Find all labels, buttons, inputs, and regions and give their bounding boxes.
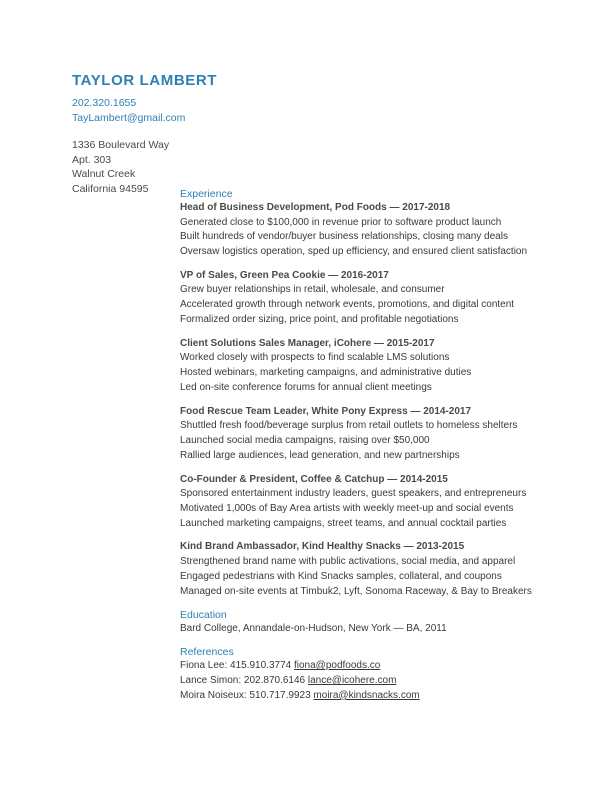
job-entry: [180, 473, 580, 532]
job-entry: [180, 405, 580, 464]
education-entry: Bard College, Annandale-on-Hudson, New York — BA, 2011: [180, 623, 447, 635]
reference-email-link[interactable]: lance@icohere.com: [307, 674, 397, 686]
address-line-4: California 94595: [72, 182, 149, 195]
references-heading: References: [180, 646, 234, 659]
job-bullet: Motivated 1,000s of Bay Area artists with weekly meet-up and social events: [180, 502, 514, 514]
job-bullet: Managed on-site events at Timbuk2, Lyft, Sonoma Raceway, & Bay to Breakers: [180, 585, 532, 597]
address-line-2: Apt. 303: [72, 153, 112, 166]
phone-number: 202.320.1655: [72, 97, 137, 109]
address-line-1: 1336 Boulevard Way: [72, 139, 170, 151]
job-bullet: Sponsored entertainment industry leaders, guest speakers, and entrepreneurs: [180, 488, 527, 500]
job-bullet: Accelerated growth through network events, promotions, and digital content: [180, 299, 515, 311]
candidate-name: TAYLOR LAMBERT: [72, 72, 218, 89]
reference-email-link[interactable]: moira@kindsnacks.com: [313, 689, 420, 701]
job-bullet: Launched marketing campaigns, street teams, and annual cocktail parties: [180, 517, 507, 529]
job-bullet: Generated close to $100,000 in revenue prior to software product launch: [180, 216, 502, 228]
job-bullet: Engaged pedestrians with Kind Snacks samples, collateral, and coupons: [180, 570, 502, 582]
address-block: [72, 138, 169, 196]
job-title: VP of Sales, Green Pea Cookie — 2016-2017: [180, 269, 389, 281]
job-bullet: Hosted webinars, marketing campaigns, and administrative duties: [180, 367, 472, 379]
contact-block: [72, 96, 185, 125]
job-title: Head of Business Development, Pod Foods — 2017-2018: [180, 202, 451, 213]
email-address: TayLambert@gmail.com: [72, 111, 186, 124]
education-heading: Education: [180, 609, 227, 622]
job-bullet: Led on-site conference forums for annual client meetings: [180, 381, 432, 393]
reference-label: Moira Noiseux: 510.717.9923: [180, 689, 314, 701]
experience-heading: Experience: [180, 188, 233, 200]
reference-label: Lance Simon: 202.870.6146: [180, 674, 308, 686]
address-line-3: Walnut Creek: [72, 168, 136, 181]
job-bullet: Built hundreds of vendor/buyer business relationships, closing many deals: [180, 231, 508, 243]
job-bullet: Grew buyer relationships in retail, wholesale, and consumer: [180, 284, 445, 296]
job-title: Client Solutions Sales Manager, iCohere — 2015-2017: [180, 337, 435, 349]
reference-entry: [180, 674, 580, 689]
job-bullet: Rallied large audiences, lead generation, and new partnerships: [180, 449, 460, 461]
job-bullet: Formalized order sizing, price point, and profitable negotiations: [180, 313, 459, 325]
reference-entry: [180, 689, 580, 704]
reference-entry: [180, 659, 580, 674]
job-entry: [180, 201, 580, 260]
job-bullet: Oversaw logistics operation, sped up efficiency, and ensured client satisfaction: [180, 246, 528, 258]
job-title: Food Rescue Team Leader, White Pony Express — 2014-2017: [180, 405, 472, 417]
job-bullet: Worked closely with prospects to find scalable LMS solutions: [180, 352, 450, 364]
job-bullet: Shuttled fresh food/beverage surplus from retail outlets to homeless shelters: [180, 420, 518, 432]
reference-email-link[interactable]: fiona@podfoods.co: [293, 660, 381, 672]
job-entry: [180, 337, 580, 396]
job-bullet: Strengthened brand name with public activations, social media, and apparel: [180, 555, 516, 567]
resume-main: [180, 187, 580, 704]
job-bullet: Launched social media campaigns, raising over $50,000: [180, 434, 430, 446]
job-title: Co-Founder & President, Coffee & Catchup — 2014-2015: [180, 473, 448, 485]
job-title: Kind Brand Ambassador, Kind Healthy Snacks — 2013-2015: [180, 541, 465, 553]
job-entry: [180, 540, 580, 599]
reference-label: Fiona Lee: 415.910.3774: [180, 660, 294, 672]
job-entry: [180, 269, 580, 328]
